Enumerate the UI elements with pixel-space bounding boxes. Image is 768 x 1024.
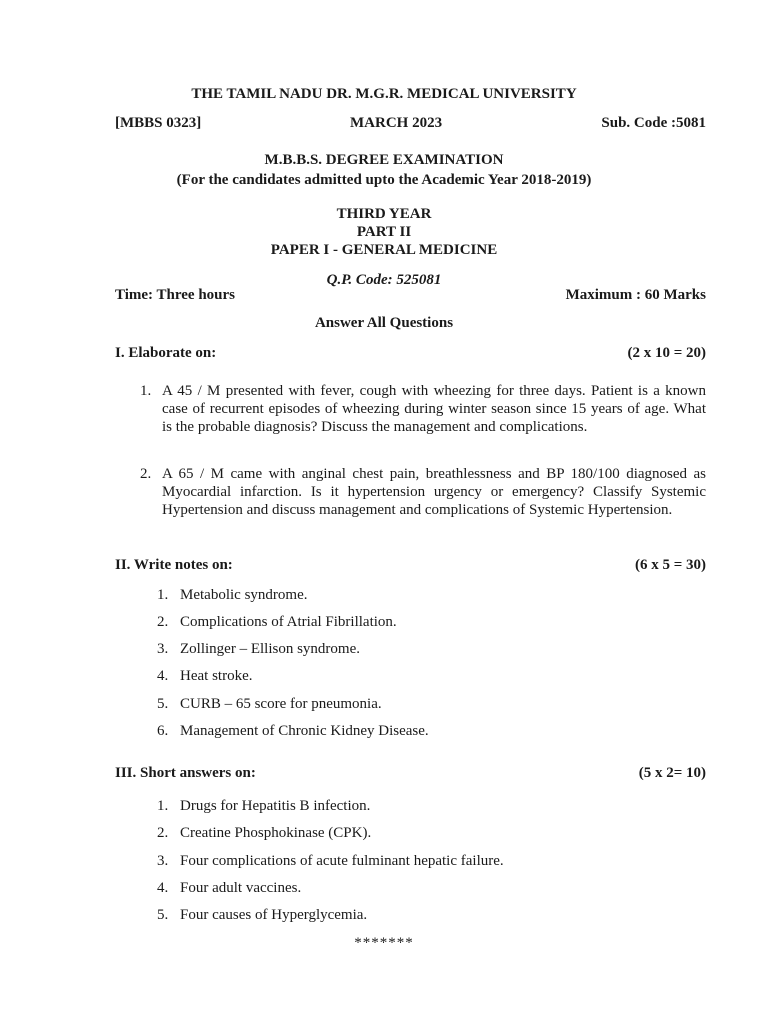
subject-code: Sub. Code :5081 bbox=[601, 115, 706, 131]
section2-marks: (6 x 5 = 30) bbox=[634, 557, 706, 573]
qp-code: Q.P. Code: 525081 bbox=[326, 272, 442, 288]
item-number: 3. bbox=[157, 853, 169, 869]
section3-item-1 bbox=[157, 798, 370, 815]
section3-title: III. Short answers on: bbox=[115, 765, 256, 781]
item-text: Four adult vaccines. bbox=[180, 880, 302, 896]
eligibility-note: (For the candidates admitted upto the Academic Year 2018-2019) bbox=[176, 172, 592, 188]
item-text: Creatine Phosphokinase (CPK). bbox=[180, 825, 372, 841]
end-of-paper-mark: ******* bbox=[354, 935, 414, 951]
part-label: PART II bbox=[356, 224, 412, 240]
section2-item-4 bbox=[157, 668, 252, 685]
question-text: A 65 / M came with anginal chest pain, breathlessness and BP 180/100 diagnosed as Myocardial infarction. Is it hypertension urgency or emergency? Classify Systemic Hypertension and discuss management and complications of Systemic Hypertension. bbox=[162, 466, 706, 518]
exam-code: [MBBS 0323] bbox=[115, 115, 202, 131]
item-number: 4. bbox=[157, 668, 169, 684]
exam-duration: Time: Three hours bbox=[115, 287, 236, 303]
item-number: 5. bbox=[157, 907, 169, 923]
item-number: 1. bbox=[157, 587, 169, 603]
item-text: Drugs for Hepatitis B infection. bbox=[180, 798, 371, 814]
item-text: Metabolic syndrome. bbox=[180, 587, 308, 603]
item-number: 6. bbox=[157, 723, 169, 739]
section3-item-4 bbox=[157, 880, 301, 897]
item-text: Four causes of Hyperglycemia. bbox=[180, 907, 368, 923]
instruction: Answer All Questions bbox=[314, 315, 454, 331]
question-text: A 45 / M presented with fever, cough with wheezing for three days. Patient is a known case of recurrent episodes of wheezing during winter season since 15 years of age. What is the probable diagnosis? Discuss the management and complications. bbox=[162, 383, 706, 435]
exam-session: MARCH 2023 bbox=[350, 115, 443, 131]
section1-question-2 bbox=[140, 465, 706, 519]
section1-title: I. Elaborate on: bbox=[115, 345, 217, 361]
year-label: THIRD YEAR bbox=[336, 206, 432, 222]
item-text: Complications of Atrial Fibrillation. bbox=[180, 614, 397, 630]
item-text: CURB – 65 score for pneumonia. bbox=[180, 696, 382, 712]
section2-item-6 bbox=[157, 723, 429, 740]
item-text: Management of Chronic Kidney Disease. bbox=[180, 723, 429, 739]
question-number: 1. bbox=[140, 383, 152, 399]
section2-item-1 bbox=[157, 587, 307, 604]
section3-marks: (5 x 2= 10) bbox=[638, 765, 706, 781]
question-number: 2. bbox=[140, 466, 152, 482]
paper-label: PAPER I - GENERAL MEDICINE bbox=[270, 242, 498, 258]
section3-item-2 bbox=[157, 825, 371, 842]
item-text: Zollinger – Ellison syndrome. bbox=[180, 641, 360, 657]
section1-marks: (2 x 10 = 20) bbox=[627, 345, 706, 361]
section2-item-3 bbox=[157, 641, 360, 658]
section2-item-2 bbox=[157, 614, 397, 631]
item-number: 1. bbox=[157, 798, 169, 814]
item-number: 3. bbox=[157, 641, 169, 657]
university-title: THE TAMIL NADU DR. M.G.R. MEDICAL UNIVERSITY bbox=[191, 86, 577, 102]
section1-question-1 bbox=[140, 382, 706, 436]
item-number: 2. bbox=[157, 614, 169, 630]
item-text: Heat stroke. bbox=[180, 668, 253, 684]
maximum-marks: Maximum : 60 Marks bbox=[565, 287, 706, 303]
item-number: 2. bbox=[157, 825, 169, 841]
section2-item-5 bbox=[157, 696, 382, 713]
item-text: Four complications of acute fulminant hepatic failure. bbox=[180, 853, 504, 869]
section2-title: II. Write notes on: bbox=[115, 557, 233, 573]
item-number: 5. bbox=[157, 696, 169, 712]
item-number: 4. bbox=[157, 880, 169, 896]
section3-item-5 bbox=[157, 907, 367, 924]
section3-item-3 bbox=[157, 853, 504, 870]
exam-title: M.B.B.S. DEGREE EXAMINATION bbox=[264, 152, 504, 168]
